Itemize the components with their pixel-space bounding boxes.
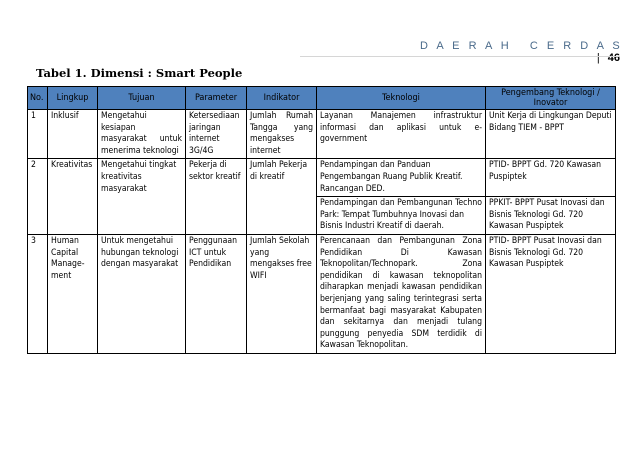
cell-indikator: Jumlah Rumah Tangga yang mengakses internet [247, 110, 317, 159]
col-header-teknologi: Teknologi [317, 87, 486, 110]
cell-lingkup: Human Capital Manage-ment [48, 234, 98, 353]
table-row [28, 234, 616, 353]
table-row [28, 110, 616, 159]
cell-pengembang: PTID- BPPT Gd. 720 Kawasan Puspiptek [486, 159, 616, 197]
col-header-tujuan: Tujuan [98, 87, 186, 110]
cell-parameter: Penggunaan ICT untuk Pendidikan [186, 234, 247, 353]
cell-tujuan: Mengetahui tingkat kreativitas masyarakat [98, 159, 186, 235]
table-row [28, 159, 616, 197]
cell-teknologi: Perencanaan dan Pembangunan Zona Pendidikan Di Kawasan Teknopolitan/Technopark. Zona pendidikan di kawasan teknopolitan diharapkan menjadi kawasan pendidikan berjenjang yang saling terintegrasi serta bermanfaat bagi masyarakat Kabupaten dan sekitarnya dan menjadi tulang punggung penyedia SDM terdidik di Kawasan Teknopolitan. [317, 234, 486, 353]
cell-tujuan: Mengetahui kesiapan masyarakat untuk menerima teknologi [98, 110, 186, 159]
col-header-parameter: Parameter [186, 87, 247, 110]
cell-indikator: Jumlah Sekolah yang mengakses free WIFI [247, 234, 317, 353]
cell-pengembang: PPKIT- BPPT Pusat Inovasi dan Bisnis Teknologi Gd. 720 Kawasan Puspiptek [486, 197, 616, 235]
col-header-no: No. [28, 87, 48, 110]
cell-teknologi: Pendampingan dan Panduan Pengembangan Ruang Publik Kreatif. Rancangan DED. [317, 159, 486, 197]
cell-parameter: Ketersediaan jaringan internet 3G/4G [186, 110, 247, 159]
col-header-indikator: Indikator [247, 87, 317, 110]
cell-teknologi: Pendampingan dan Pembangunan Techno Park: Tempat Tumbuhnya Inovasi dan Bisnis Industri Kreatif di daerah. [317, 197, 486, 235]
col-header-pengembang: Pengembang Teknologi / Inovator [486, 87, 616, 110]
cell-pengembang: Unit Kerja di Lingkungan Deputi Bidang TIEM - BPPT [486, 110, 616, 159]
cell-no: 1 [28, 110, 48, 159]
smart-people-table [27, 86, 616, 354]
header-separator: | [596, 52, 600, 64]
running-header [420, 40, 623, 64]
cell-lingkup: Inklusif [48, 110, 98, 159]
running-title: D A E R A H C E R D A S [420, 40, 623, 52]
col-header-lingkup: Lingkup [48, 87, 98, 110]
cell-no: 3 [28, 234, 48, 353]
cell-lingkup: Kreativitas [48, 159, 98, 235]
cell-parameter: Pekerja di sektor kreatif [186, 159, 247, 235]
header-rule [300, 56, 620, 57]
cell-tujuan: Untuk mengetahui hubungan teknologi dengan masyarakat [98, 234, 186, 353]
page-number: 46 [607, 52, 620, 64]
cell-pengembang: PTID- BPPT Pusat Inovasi dan Bisnis Teknologi Gd. 720 Kawasan Puspiptek [486, 234, 616, 353]
cell-indikator: Jumlah Pekerja di kreatif [247, 159, 317, 235]
cell-no: 2 [28, 159, 48, 235]
table-caption: Tabel 1. Dimensi : Smart People [36, 66, 243, 80]
table-header-row [28, 87, 616, 110]
cell-teknologi: Layanan Manajemen infrastruktur informasi dan aplikasi untuk e-government [317, 110, 486, 159]
